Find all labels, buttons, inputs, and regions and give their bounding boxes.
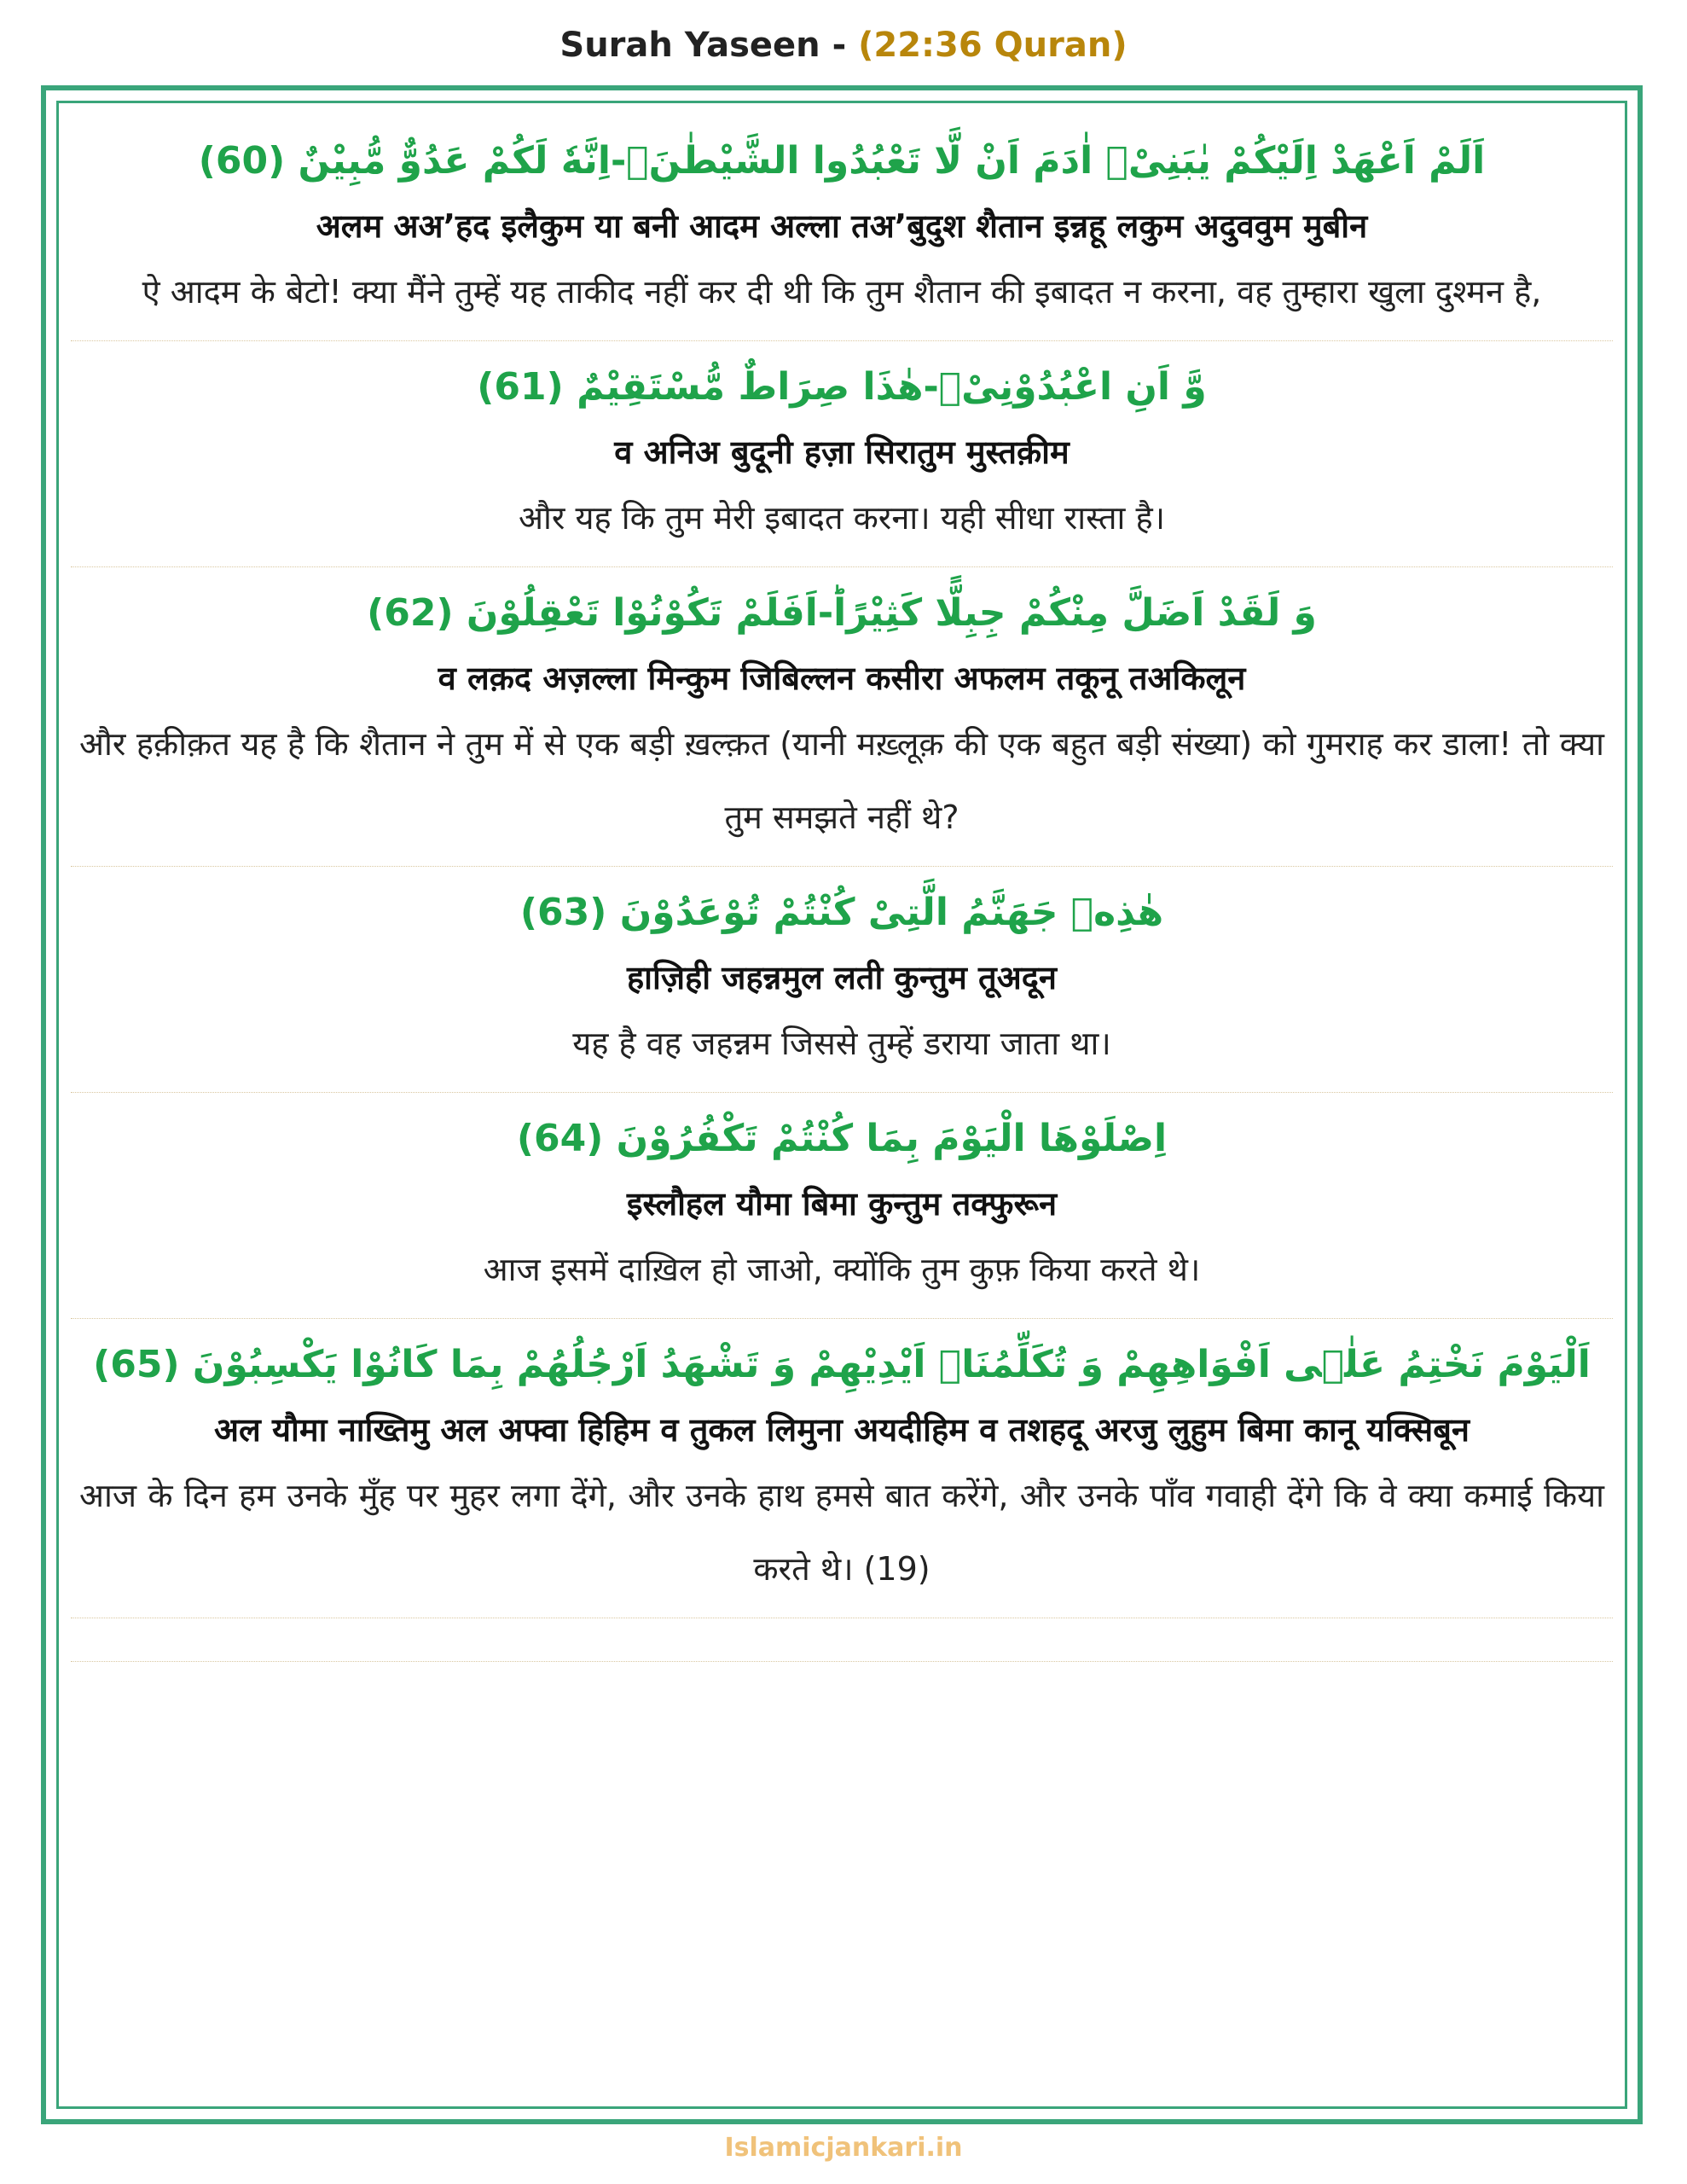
- verse-arabic: هٰذِهٖ جَهَنَّمُ الَّتِیْ كُنْتُمْ تُوْعَدُوْنَ (63): [519, 891, 1164, 934]
- verse-64: [71, 1093, 1613, 1319]
- quran-reference: (22:36 Quran): [858, 26, 1128, 65]
- verse-arabic: اَلَمْ اَعْهَدْ اِلَیْكُمْ یٰبَنِیْۤ اٰدَمَ اَنْ لَّا تَعْبُدُوا الشَّیْطٰنَۚ-اِنَّهٗ لَكُمْ عَدُوٌّ مُّبِیْنٌ (60): [198, 139, 1486, 183]
- verse-translation: आज इसमें दाख़िल हो जाओ, क्योंकि तुम कुफ़ किया करते थे।: [483, 1251, 1201, 1288]
- verse-65: [71, 1319, 1613, 1618]
- empty-row: [71, 1618, 1613, 1662]
- verse-arabic: اَلْیَوْمَ نَخْتِمُ عَلٰۤى اَفْوَاهِهِمْ وَ تُكَلِّمُنَاۤ اَیْدِیْهِمْ وَ تَشْهَدُ اَرْجُلُهُمْ بِمَا كَانُوْا یَكْسِبُوْنَ (65): [93, 1343, 1591, 1386]
- verses-list: [71, 115, 1613, 2094]
- verse-transliteration: व लक़द अज़ल्ला मिन्कुम जिबिल्लन कसीरा अफलम तकूनू तअकिलून: [438, 659, 1246, 697]
- verse-translation: और हक़ीक़त यह है कि शैतान ने तुम में से एक बड़ी ख़ल्क़त (यानी मख़्लूक़ की एक बहुत बड़ी संख्या) को गुमराह कर डाला! तो क्या तुम समझते नहीं थे?: [79, 725, 1604, 836]
- verse-transliteration: इस्लौहल यौमा बिमा कुन्तुम तक्फुरून: [626, 1185, 1058, 1223]
- site-watermark[interactable]: Islamicjankari.in: [724, 2133, 963, 2163]
- page-border: [41, 85, 1643, 2124]
- page-header: [0, 26, 1687, 65]
- verse-63: [71, 867, 1613, 1093]
- page-inner-border: [56, 101, 1627, 2109]
- verse-transliteration: अल यौमा नाख्तिमु अल अफ्वा हिहिम व तुकल लिमुना अयदीहिम व तशहदू अरजु लुहुम बिमा कानू यक्सिबून: [213, 1411, 1470, 1449]
- verse-transliteration: हाज़िही जहन्नमुल लती कुन्तुम तूअदून: [626, 959, 1058, 996]
- verse-62: [71, 567, 1613, 867]
- verse-transliteration: व अनिअ बुदूनी हज़ा सिरातुम मुस्तक़ीम: [614, 433, 1070, 471]
- verse-arabic: وَّ اَنِ اعْبُدُوْنِیْؔ-هٰذَا صِرَاطٌ مُّسْتَقِیْمٌ (61): [477, 365, 1207, 409]
- verse-translation: और यह कि तुम मेरी इबादत करना। यही सीधा रास्ता है।: [518, 499, 1166, 537]
- title-separator: -: [832, 26, 847, 65]
- surah-title: Surah Yaseen: [559, 26, 820, 65]
- verse-60: [71, 115, 1613, 341]
- verse-translation: यह है वह जहन्नम जिससे तुम्हें डराया जाता था।: [572, 1025, 1111, 1062]
- verse-transliteration: अलम अअ’हद इलैकुम या बनी आदम अल्ला तअ’बुदुश शैतान इन्नहू लकुम अदुववुम मुबीन: [316, 207, 1368, 245]
- verse-translation: ऐ आदम के बेटो! क्या मैंने तुम्हें यह ताकीद नहीं कर दी थी कि तुम शैतान की इबादत न करना, वह तुम्हारा खुला दुश्मन है,: [142, 273, 1542, 311]
- verse-61: [71, 341, 1613, 567]
- verse-translation: आज के दिन हम उनके मुँह पर मुहर लगा देंगे, और उनके हाथ हमसे बात करेंगे, और उनके पाँव गवाही देंगे कि वे क्या कमाई किया करते थे। (19): [79, 1477, 1604, 1588]
- verse-arabic: وَ لَقَدْ اَضَلَّ مِنْكُمْ جِبِلًّا كَثِیْرًاؕ-اَفَلَمْ تَكُوْنُوْا تَعْقِلُوْنَ (62): [367, 591, 1317, 635]
- verse-arabic: اِصْلَوْهَا الْیَوْمَ بِمَا كُنْتُمْ تَكْفُرُوْنَ (64): [516, 1117, 1168, 1160]
